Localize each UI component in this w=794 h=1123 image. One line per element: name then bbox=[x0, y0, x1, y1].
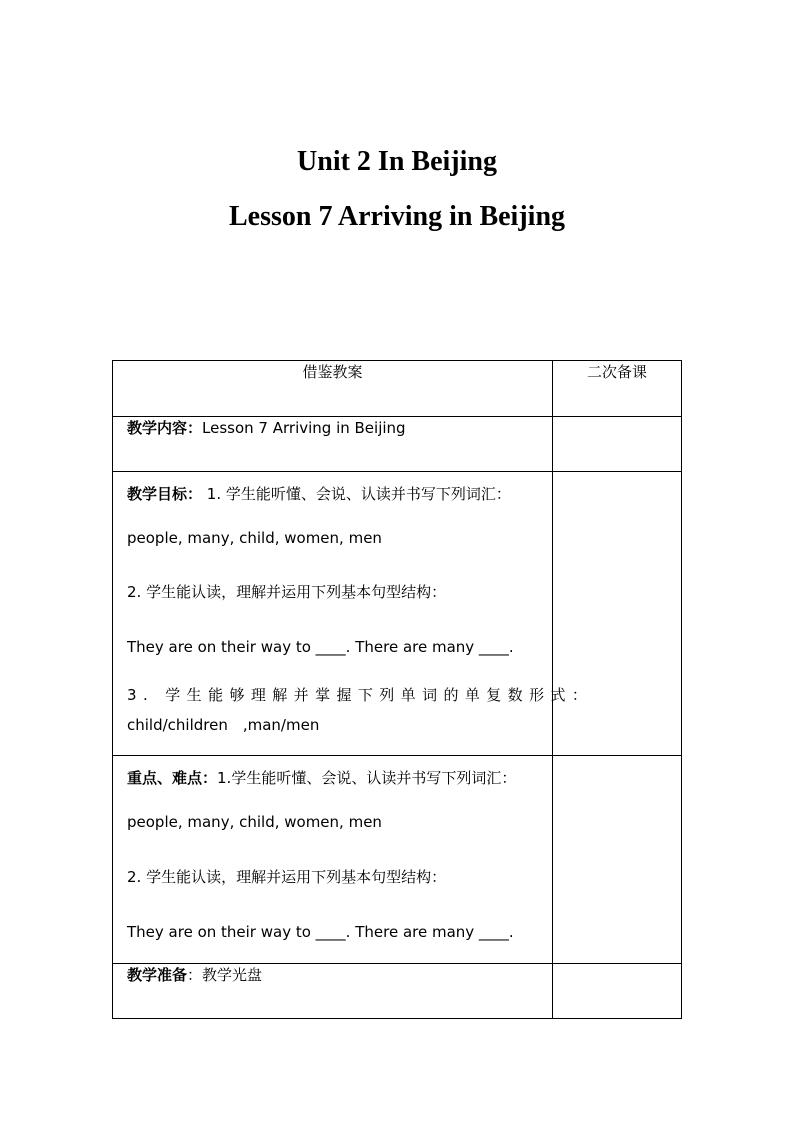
goals-cell bbox=[113, 472, 594, 756]
lesson-title: Lesson 7 Arriving in Beijing bbox=[228, 201, 566, 232]
content-notes-cell bbox=[553, 417, 682, 472]
preparation-text: ：教学光盘 bbox=[187, 966, 263, 984]
goals-item2-sentence: They are on their way to ____. There are many ____. bbox=[127, 638, 514, 656]
goals-item2: 2. 学生能认读，理解并运用下列基本句型结构： bbox=[127, 583, 447, 601]
goals-item3: 3. 学生能够理解并掌握下列单词的单复数形式： bbox=[127, 686, 594, 704]
goals-label: 教学目标： bbox=[127, 485, 203, 503]
goals-item1-words: people, many, child, women, men bbox=[127, 529, 382, 547]
key-points-label: 重点、难点： bbox=[127, 769, 218, 787]
goals-notes-cell bbox=[553, 472, 682, 756]
content-text: Lesson 7 Arriving in Beijing bbox=[202, 419, 406, 437]
key-points-notes-cell bbox=[553, 756, 682, 964]
key-points-item2: 2. 学生能认读，理解并运用下列基本句型结构： bbox=[127, 868, 447, 886]
unit-title: Unit 2 In Beijing bbox=[297, 146, 497, 177]
key-points-item1-words: people, many, child, women, men bbox=[127, 813, 382, 831]
key-points-item2-sentence: They are on their way to ____. There are many ____. bbox=[127, 923, 514, 941]
goals-item3-words: child/children ,man/men bbox=[127, 716, 320, 734]
table-row-key-points bbox=[113, 756, 682, 964]
table-header-row bbox=[113, 361, 682, 417]
content-label: 教学内容： bbox=[127, 419, 203, 437]
goals-item1: 1. 学生能听懂、会说、认读并书写下列词汇： bbox=[202, 485, 511, 503]
header-secondary-prep: 二次备课 bbox=[553, 361, 682, 417]
table-row-content bbox=[113, 417, 682, 472]
preparation-cell bbox=[113, 964, 553, 1019]
table-row-goals bbox=[113, 472, 682, 756]
preparation-label: 教学准备 bbox=[127, 966, 188, 984]
key-points-cell bbox=[113, 756, 553, 964]
content-cell bbox=[113, 417, 553, 472]
lesson-plan-table bbox=[112, 360, 682, 1019]
header-reference-plan: 借鉴教案 bbox=[113, 361, 553, 417]
preparation-notes-cell bbox=[553, 964, 682, 1019]
key-points-item1: 1.学生能听懂、会说、认读并书写下列词汇： bbox=[217, 769, 517, 787]
table-row-preparation bbox=[113, 964, 682, 1019]
